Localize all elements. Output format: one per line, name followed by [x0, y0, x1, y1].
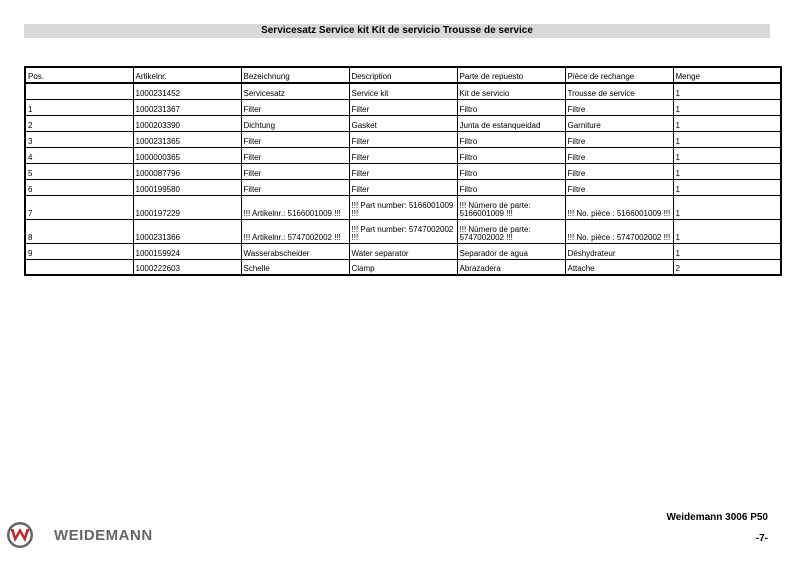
- cell-piece-de-rechange: Déshydrateur: [565, 243, 673, 259]
- cell-menge: 1: [673, 179, 781, 195]
- cell-parte-de-repuesto: !!! Número de parte: 5166001009 !!!: [457, 195, 565, 219]
- cell-piece-de-rechange: Filtre: [565, 99, 673, 115]
- cell-description: Filter: [349, 99, 457, 115]
- cell-pos: 7: [25, 195, 133, 219]
- cell-piece-de-rechange: Filtre: [565, 147, 673, 163]
- cell-description: !!! Part number: 5166001009 !!!: [349, 195, 457, 219]
- page-title: Servicesatz Service kit Kit de servicio Trousse de service: [24, 24, 770, 38]
- cell-pos: [25, 259, 133, 275]
- table-body: [25, 83, 781, 275]
- cell-pos: 3: [25, 131, 133, 147]
- table-row: [25, 243, 781, 259]
- cell-bezeichnung: Filter: [241, 163, 349, 179]
- cell-menge: 2: [673, 259, 781, 275]
- column-header-piece-de-rechange: Pièce de rechange: [565, 67, 673, 83]
- cell-pos: 2: [25, 115, 133, 131]
- cell-pos: 1: [25, 99, 133, 115]
- cell-menge: 1: [673, 243, 781, 259]
- cell-piece-de-rechange: !!! No. pièce : 5747002002 !!!: [565, 219, 673, 243]
- cell-description: Gasket: [349, 115, 457, 131]
- cell-piece-de-rechange: Garniture: [565, 115, 673, 131]
- table-header-row: [25, 67, 781, 83]
- cell-pos: [25, 83, 133, 99]
- cell-article-number: 1000159924: [133, 243, 241, 259]
- cell-parte-de-repuesto: Filtro: [457, 131, 565, 147]
- cell-parte-de-repuesto: Kit de servicio: [457, 83, 565, 99]
- cell-description: Filter: [349, 163, 457, 179]
- parts-table: [24, 66, 782, 276]
- column-header-pos: Pos.: [25, 67, 133, 83]
- cell-parte-de-repuesto: Filtro: [457, 179, 565, 195]
- cell-article-number: 1000000365: [133, 147, 241, 163]
- cell-piece-de-rechange: Filtre: [565, 179, 673, 195]
- cell-parte-de-repuesto: !!! Número de parte: 5747002002 !!!: [457, 219, 565, 243]
- cell-bezeichnung: Dichtung: [241, 115, 349, 131]
- cell-menge: 1: [673, 163, 781, 179]
- cell-article-number: 1000231365: [133, 131, 241, 147]
- column-header-parte-de-repuesto: Parte de repuesto: [457, 67, 565, 83]
- cell-menge: 1: [673, 195, 781, 219]
- cell-bezeichnung: Filter: [241, 179, 349, 195]
- column-header-description: Description: [349, 67, 457, 83]
- page-number: -7-: [755, 533, 768, 544]
- cell-piece-de-rechange: Filtre: [565, 131, 673, 147]
- cell-menge: 1: [673, 115, 781, 131]
- table-row: [25, 259, 781, 275]
- cell-description: Filter: [349, 131, 457, 147]
- cell-menge: 1: [673, 99, 781, 115]
- cell-pos: 6: [25, 179, 133, 195]
- column-header-menge: Menge: [673, 67, 781, 83]
- column-header-article-number: Artikelnr.: [133, 67, 241, 83]
- table-row: [25, 131, 781, 147]
- cell-description: Filter: [349, 179, 457, 195]
- cell-description: Filter: [349, 147, 457, 163]
- table-row: [25, 99, 781, 115]
- cell-pos: 9: [25, 243, 133, 259]
- cell-parte-de-repuesto: Junta de estanqueidad: [457, 115, 565, 131]
- cell-pos: 5: [25, 163, 133, 179]
- cell-description: !!! Part number: 5747002002 !!!: [349, 219, 457, 243]
- cell-article-number: 1000087796: [133, 163, 241, 179]
- cell-description: Clamp: [349, 259, 457, 275]
- cell-article-number: 1000222603: [133, 259, 241, 275]
- cell-bezeichnung: Filter: [241, 99, 349, 115]
- cell-bezeichnung: Filter: [241, 131, 349, 147]
- cell-parte-de-repuesto: Filtro: [457, 147, 565, 163]
- cell-menge: 1: [673, 131, 781, 147]
- cell-piece-de-rechange: Trousse de service: [565, 83, 673, 99]
- cell-menge: 1: [673, 83, 781, 99]
- cell-parte-de-repuesto: Separador de agua: [457, 243, 565, 259]
- cell-bezeichnung: Filter: [241, 147, 349, 163]
- table-row: [25, 115, 781, 131]
- cell-article-number: 1000231366: [133, 219, 241, 243]
- cell-menge: 1: [673, 219, 781, 243]
- cell-pos: 4: [25, 147, 133, 163]
- column-header-bezeichnung: Bezeichnung: [241, 67, 349, 83]
- cell-parte-de-repuesto: Abrazadera: [457, 259, 565, 275]
- cell-description: Service kit: [349, 83, 457, 99]
- table-row: [25, 219, 781, 243]
- cell-menge: 1: [673, 147, 781, 163]
- machine-model: Weidemann 3006 P50: [666, 512, 768, 523]
- cell-piece-de-rechange: Attache: [565, 259, 673, 275]
- brand-name: WEIDEMANN: [54, 526, 153, 544]
- cell-article-number: 1000231367: [133, 99, 241, 115]
- table-row: [25, 195, 781, 219]
- cell-article-number: 1000203390: [133, 115, 241, 131]
- cell-description: Water separator: [349, 243, 457, 259]
- brand-logo: [6, 520, 153, 550]
- weidemann-w-logo-icon: [6, 521, 34, 549]
- table-row: [25, 147, 781, 163]
- table-row: [25, 83, 781, 99]
- cell-article-number: 1000231452: [133, 83, 241, 99]
- table-row: [25, 179, 781, 195]
- cell-article-number: 1000199580: [133, 179, 241, 195]
- cell-article-number: 1000197229: [133, 195, 241, 219]
- cell-bezeichnung: !!! Artikelnr.: 5747002002 !!!: [241, 219, 349, 243]
- cell-bezeichnung: Wasserabscheider: [241, 243, 349, 259]
- cell-parte-de-repuesto: Filtro: [457, 99, 565, 115]
- cell-piece-de-rechange: !!! No. pièce : 5166001009 !!!: [565, 195, 673, 219]
- cell-piece-de-rechange: Filtre: [565, 163, 673, 179]
- cell-bezeichnung: Schelle: [241, 259, 349, 275]
- cell-bezeichnung: !!! Artikelnr.: 5166001009 !!!: [241, 195, 349, 219]
- cell-parte-de-repuesto: Filtro: [457, 163, 565, 179]
- cell-pos: 8: [25, 219, 133, 243]
- table-row: [25, 163, 781, 179]
- cell-bezeichnung: Servicesatz: [241, 83, 349, 99]
